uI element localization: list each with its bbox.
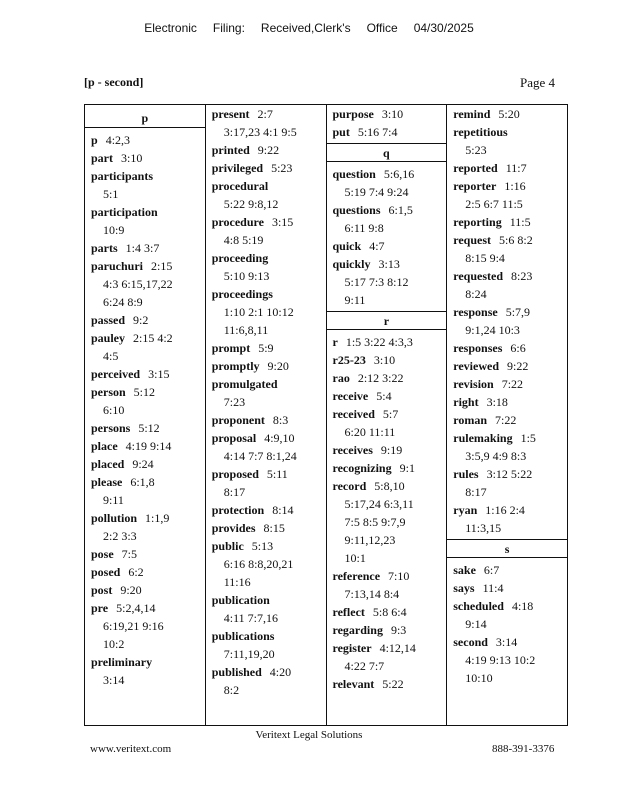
entry-refs: 5:16 7:4 bbox=[357, 125, 398, 139]
entry-term: quickly bbox=[332, 257, 371, 271]
header-part: Office bbox=[366, 21, 398, 35]
entry-term: sake bbox=[453, 563, 476, 577]
entry-refs: 2:7 bbox=[257, 107, 273, 121]
entry-refs: 1:5 3:22 4:3,3 bbox=[345, 335, 413, 349]
index-entry bbox=[85, 365, 205, 383]
entry-term: regarding bbox=[332, 623, 383, 637]
entry-refs: 8:17 bbox=[223, 485, 246, 499]
entry-term: perceived bbox=[91, 367, 141, 381]
index-entry bbox=[327, 255, 447, 309]
entry-term: second bbox=[453, 635, 488, 649]
index-entry bbox=[206, 105, 326, 141]
entry-term: repetitious bbox=[453, 125, 508, 139]
letter-heading: s bbox=[447, 539, 567, 558]
page-number-label: Page 4 bbox=[520, 75, 556, 90]
entry-refs: 4:5 bbox=[103, 349, 119, 363]
entry-refs: 9:2 bbox=[133, 313, 149, 327]
entry-refs: 3:15 bbox=[271, 215, 294, 229]
index-entry bbox=[85, 131, 205, 149]
index-entry bbox=[85, 653, 205, 689]
entry-refs: 8:2 bbox=[223, 683, 240, 697]
entry-refs: 9:1,24 10:3 bbox=[465, 323, 520, 337]
entry-term: rulemaking bbox=[453, 431, 513, 445]
entry-term: questions bbox=[332, 203, 381, 217]
entry-refs: 5:7 bbox=[382, 407, 399, 421]
index-entry bbox=[447, 375, 567, 393]
index-entry bbox=[327, 621, 447, 639]
entry-refs: 5:4 bbox=[376, 389, 392, 403]
entry-term: persons bbox=[91, 421, 131, 435]
index-entry bbox=[206, 357, 326, 375]
entry-refs: 1:16 bbox=[504, 179, 526, 193]
entry-refs: 4:11 7:7,16 bbox=[223, 611, 278, 625]
index-entry bbox=[447, 231, 567, 267]
index-entry bbox=[447, 159, 567, 177]
entry-term: participants bbox=[91, 169, 154, 183]
entry-term: receive bbox=[332, 389, 369, 403]
entry-term: receives bbox=[332, 443, 373, 457]
entry-refs: 5:20 bbox=[498, 107, 520, 121]
entry-term: r bbox=[332, 335, 338, 349]
entry-refs: 3:10 bbox=[381, 107, 404, 121]
index-entry bbox=[85, 599, 205, 653]
entry-term: proposal bbox=[211, 431, 257, 445]
entry-refs: 11:4 bbox=[482, 581, 504, 595]
entry-refs: 1:1,9 bbox=[145, 511, 170, 525]
index-entry bbox=[206, 249, 326, 285]
entry-term: question bbox=[332, 167, 376, 181]
index-entry bbox=[447, 501, 567, 537]
entry-refs: 4:14 7:7 8:1,24 bbox=[223, 449, 297, 463]
entry-refs: 11:3,15 bbox=[465, 521, 502, 535]
index-entry bbox=[327, 603, 447, 621]
entry-term: paruchuri bbox=[91, 259, 144, 273]
filing-header bbox=[0, 21, 618, 35]
entry-refs: 1:4 3:7 bbox=[125, 241, 160, 255]
entry-refs: 5:8 6:4 bbox=[372, 605, 407, 619]
index-entry bbox=[327, 639, 447, 675]
entry-refs: 7:11,19,20 bbox=[223, 647, 275, 661]
entry-refs: 11:5 bbox=[509, 215, 531, 229]
entry-term: public bbox=[211, 539, 244, 553]
entry-refs: 5:12 bbox=[133, 385, 156, 399]
index-entry bbox=[206, 519, 326, 537]
entry-refs: 3:14 bbox=[103, 673, 125, 687]
letter-heading: p bbox=[85, 109, 205, 128]
index-entry bbox=[327, 123, 447, 141]
index-entry bbox=[206, 465, 326, 501]
entry-term: publication bbox=[211, 593, 270, 607]
entry-term: reporter bbox=[453, 179, 497, 193]
entry-refs: 9:14 bbox=[465, 617, 487, 631]
entry-refs: 5:12 bbox=[138, 421, 160, 435]
entry-refs: 5:11 bbox=[266, 467, 288, 481]
entry-refs: 4:20 bbox=[269, 665, 292, 679]
entry-refs: 9:22 bbox=[507, 359, 529, 373]
entry-refs: 9:11 bbox=[103, 493, 124, 507]
index-entry bbox=[447, 339, 567, 357]
index-entry bbox=[85, 203, 205, 239]
entry-term: put bbox=[332, 125, 350, 139]
entry-refs: 2:2 3:3 bbox=[103, 529, 137, 543]
index-entry bbox=[327, 105, 447, 123]
entry-term: preliminary bbox=[91, 655, 153, 669]
entry-term: procedure bbox=[211, 215, 264, 229]
entry-refs: 1:5 bbox=[520, 431, 536, 445]
entry-refs: 5:23 bbox=[465, 143, 487, 157]
index-entry bbox=[447, 213, 567, 231]
entry-refs: 4:19 9:14 bbox=[125, 439, 172, 453]
index-entry bbox=[206, 339, 326, 357]
index-entry bbox=[206, 285, 326, 339]
entry-term: says bbox=[453, 581, 475, 595]
entry-term: proposed bbox=[211, 467, 259, 481]
index-range-label: [p - second] bbox=[84, 75, 144, 89]
entry-refs: 8:23 bbox=[511, 269, 533, 283]
entry-term: scheduled bbox=[453, 599, 504, 613]
entry-term: passed bbox=[91, 313, 126, 327]
entry-refs: 7:23 bbox=[223, 395, 246, 409]
entry-refs: 6:11 9:8 bbox=[344, 221, 384, 235]
index-entry bbox=[447, 633, 567, 687]
entry-refs: 9:11 bbox=[344, 293, 366, 307]
entry-refs: 9:20 bbox=[267, 359, 289, 373]
entry-refs: 9:11,12,23 bbox=[344, 533, 396, 547]
entry-term: printed bbox=[211, 143, 250, 157]
index-entry bbox=[85, 437, 205, 455]
index-entry bbox=[206, 213, 326, 249]
index-entry bbox=[327, 459, 447, 477]
entry-refs: 5:17 7:3 8:12 bbox=[344, 275, 409, 289]
index-entry bbox=[206, 501, 326, 519]
index-entry bbox=[85, 311, 205, 329]
entry-term: roman bbox=[453, 413, 488, 427]
entry-term: proponent bbox=[211, 413, 265, 427]
entry-term: remind bbox=[453, 107, 491, 121]
entry-refs: 7:5 8:5 9:7,9 bbox=[344, 515, 406, 529]
index-entry bbox=[206, 177, 326, 213]
entry-refs: 5:13 bbox=[251, 539, 274, 553]
entry-term: right bbox=[453, 395, 479, 409]
index-entry bbox=[447, 597, 567, 633]
entry-refs: 2:12 3:22 bbox=[357, 371, 404, 385]
index-column bbox=[327, 105, 448, 725]
index-entry bbox=[447, 123, 567, 159]
entry-refs: 3:10 bbox=[373, 353, 396, 367]
index-entry bbox=[327, 237, 447, 255]
index-entry bbox=[327, 441, 447, 459]
index-entry bbox=[327, 351, 447, 369]
header-part: Electronic bbox=[144, 21, 197, 35]
entry-refs: 6:10 bbox=[103, 403, 125, 417]
entry-refs: 8:15 bbox=[263, 521, 285, 535]
entry-term: procedural bbox=[211, 179, 269, 193]
entry-refs: 6:2 bbox=[128, 565, 144, 579]
footer-website: www.veritext.com bbox=[90, 743, 172, 755]
entry-term: recognizing bbox=[332, 461, 392, 475]
entry-refs: 7:5 bbox=[121, 547, 138, 561]
entry-refs: 7:10 bbox=[388, 569, 410, 583]
index-entry bbox=[447, 429, 567, 465]
entry-refs: 5:9 bbox=[258, 341, 274, 355]
entry-term: relevant bbox=[332, 677, 375, 691]
entry-term: request bbox=[453, 233, 492, 247]
entry-refs: 3:13 bbox=[378, 257, 400, 271]
letter-heading: q bbox=[327, 143, 447, 162]
entry-term: r25-23 bbox=[332, 353, 366, 367]
entry-refs: 8:24 bbox=[465, 287, 487, 301]
entry-term: quick bbox=[332, 239, 362, 253]
entry-refs: 4:19 9:13 10:2 bbox=[465, 653, 536, 667]
entry-term: publications bbox=[211, 629, 275, 643]
entry-term: provides bbox=[211, 521, 256, 535]
index-entry bbox=[85, 383, 205, 419]
index-entry bbox=[327, 333, 447, 351]
index-entry bbox=[206, 663, 326, 699]
entry-term: placed bbox=[91, 457, 125, 471]
index-entry bbox=[327, 369, 447, 387]
index-entry bbox=[447, 465, 567, 501]
index-entry bbox=[206, 159, 326, 177]
entry-refs: 6:16 8:8,20,21 bbox=[223, 557, 294, 571]
entry-refs: 5:6,16 bbox=[383, 167, 415, 181]
entry-term: present bbox=[211, 107, 250, 121]
index-entry bbox=[447, 357, 567, 375]
index-entry bbox=[206, 429, 326, 465]
entry-refs: 5:22 bbox=[382, 677, 404, 691]
entry-term: pre bbox=[91, 601, 109, 615]
entry-term: response bbox=[453, 305, 498, 319]
index-entry bbox=[327, 387, 447, 405]
entry-refs: 11:6,8,11 bbox=[223, 323, 269, 337]
entry-term: reflect bbox=[332, 605, 365, 619]
entry-refs: 7:22 bbox=[495, 413, 517, 427]
index-entry bbox=[85, 545, 205, 563]
entry-term: requested bbox=[453, 269, 504, 283]
entry-term: proceeding bbox=[211, 251, 269, 265]
index-entry bbox=[85, 257, 205, 311]
entry-term: participation bbox=[91, 205, 158, 219]
entry-refs: 3:15 bbox=[148, 367, 170, 381]
index-entry bbox=[85, 329, 205, 365]
entry-refs: 6:6 bbox=[510, 341, 526, 355]
index-entry bbox=[85, 509, 205, 545]
index-entry bbox=[447, 411, 567, 429]
entry-term: reporting bbox=[453, 215, 502, 229]
index-entry bbox=[206, 627, 326, 663]
index-entry bbox=[327, 405, 447, 441]
index-entry bbox=[327, 477, 447, 567]
entry-refs: 3:14 bbox=[495, 635, 518, 649]
header-part: Filing: bbox=[212, 21, 245, 35]
index-entry bbox=[85, 455, 205, 473]
index-entry bbox=[206, 411, 326, 429]
entry-term: parts bbox=[91, 241, 118, 255]
entry-term: record bbox=[332, 479, 367, 493]
entry-term: proceedings bbox=[211, 287, 273, 301]
footer-phone: 888-391-3376 bbox=[492, 743, 555, 755]
entry-refs: 9:22 bbox=[257, 143, 280, 157]
index-entry bbox=[85, 167, 205, 203]
entry-term: promptly bbox=[211, 359, 260, 373]
entry-refs: 4:3 6:15,17,22 bbox=[103, 277, 173, 291]
entry-term: posed bbox=[91, 565, 121, 579]
entry-refs: 4:7 bbox=[369, 239, 385, 253]
index-entry bbox=[206, 591, 326, 627]
entry-term: reviewed bbox=[453, 359, 500, 373]
entry-refs: 8:15 9:4 bbox=[465, 251, 505, 265]
entry-term: published bbox=[211, 665, 262, 679]
index-entry bbox=[447, 393, 567, 411]
entry-term: please bbox=[91, 475, 123, 489]
index-entry bbox=[85, 419, 205, 437]
header-part: 04/30/2025 bbox=[413, 21, 474, 35]
entry-refs: 4:22 7:7 bbox=[344, 659, 385, 673]
entry-refs: 10:10 bbox=[465, 671, 493, 685]
header-part: Received,Clerk's bbox=[260, 21, 351, 35]
entry-refs: 8:14 bbox=[272, 503, 294, 517]
index-entry bbox=[206, 141, 326, 159]
entry-term: post bbox=[91, 583, 113, 597]
entry-term: protection bbox=[211, 503, 265, 517]
entry-refs: 3:10 bbox=[121, 151, 143, 165]
entry-refs: 5:1 bbox=[103, 187, 119, 201]
entry-refs: 5:17,24 6:3,11 bbox=[344, 497, 414, 511]
entry-refs: 9:1 bbox=[399, 461, 415, 475]
entry-refs: 9:20 bbox=[120, 583, 142, 597]
entry-refs: 8:17 bbox=[465, 485, 487, 499]
entry-term: received bbox=[332, 407, 375, 421]
index-entry bbox=[327, 165, 447, 201]
entry-term: register bbox=[332, 641, 372, 655]
entry-term: pose bbox=[91, 547, 114, 561]
index-entry bbox=[85, 239, 205, 257]
index-entry bbox=[327, 567, 447, 603]
entry-refs: 4:9,10 bbox=[264, 431, 295, 445]
entry-refs: 6:1,5 bbox=[388, 203, 413, 217]
entry-refs: 6:7 bbox=[483, 563, 500, 577]
entry-term: place bbox=[91, 439, 118, 453]
entry-refs: 4:8 5:19 bbox=[223, 233, 264, 247]
entry-refs: 11:16 bbox=[223, 575, 251, 589]
index-entry bbox=[447, 177, 567, 213]
index-entry bbox=[447, 561, 567, 579]
index-column bbox=[206, 105, 327, 725]
entry-refs: 10:2 bbox=[103, 637, 125, 651]
entry-refs: 5:7,9 bbox=[505, 305, 531, 319]
index-entry bbox=[447, 105, 567, 123]
entry-term: pauley bbox=[91, 331, 126, 345]
index-entry bbox=[447, 267, 567, 303]
entry-refs: 5:6 8:2 bbox=[499, 233, 533, 247]
entry-refs: 1:16 2:4 bbox=[485, 503, 525, 517]
entry-term: person bbox=[91, 385, 126, 399]
entry-term: rules bbox=[453, 467, 479, 481]
entry-refs: 11:7 bbox=[505, 161, 527, 175]
entry-term: revision bbox=[453, 377, 494, 391]
entry-term: part bbox=[91, 151, 113, 165]
entry-refs: 7:22 bbox=[501, 377, 524, 391]
entry-refs: 5:8,10 bbox=[374, 479, 405, 493]
entry-refs: 6:19,21 9:16 bbox=[103, 619, 164, 633]
entry-refs: 3:17,23 4:1 9:5 bbox=[223, 125, 297, 139]
entry-refs: 5:19 7:4 9:24 bbox=[344, 185, 409, 199]
entry-term: purpose bbox=[332, 107, 374, 121]
entry-term: pollution bbox=[91, 511, 138, 525]
entry-term: prompt bbox=[211, 341, 251, 355]
entry-refs: 7:13,14 8:4 bbox=[344, 587, 400, 601]
index-entry bbox=[206, 537, 326, 591]
entry-term: ryan bbox=[453, 503, 478, 517]
entry-refs: 9:3 bbox=[390, 623, 407, 637]
index-column bbox=[85, 105, 206, 725]
entry-refs: 6:24 8:9 bbox=[103, 295, 143, 309]
footer-company: Veritext Legal Solutions bbox=[255, 729, 363, 741]
entry-refs: 4:12,14 bbox=[379, 641, 416, 655]
entry-term: reference bbox=[332, 569, 381, 583]
entry-refs: 6:20 11:11 bbox=[344, 425, 396, 439]
entry-term: rao bbox=[332, 371, 350, 385]
entry-refs: 4:18 bbox=[511, 599, 534, 613]
index-entry bbox=[327, 675, 447, 693]
entry-refs: 3:18 bbox=[486, 395, 508, 409]
entry-refs: 3:12 5:22 bbox=[486, 467, 533, 481]
index-entry bbox=[206, 375, 326, 411]
entry-refs: 5:10 9:13 bbox=[223, 269, 270, 283]
word-index-table bbox=[84, 104, 568, 726]
entry-refs: 3:5,9 4:9 8:3 bbox=[465, 449, 527, 463]
entry-refs: 2:5 6:7 11:5 bbox=[465, 197, 523, 211]
index-entry bbox=[85, 563, 205, 581]
entry-refs: 9:19 bbox=[380, 443, 403, 457]
index-entry bbox=[447, 579, 567, 597]
entry-term: responses bbox=[453, 341, 503, 355]
entry-refs: 10:9 bbox=[103, 223, 125, 237]
index-entry bbox=[447, 303, 567, 339]
entry-term: p bbox=[91, 133, 98, 147]
entry-term: promulgated bbox=[211, 377, 278, 391]
entry-term: reported bbox=[453, 161, 498, 175]
entry-refs: 6:1,8 bbox=[130, 475, 155, 489]
letter-heading: r bbox=[327, 311, 447, 330]
entry-refs: 2:15 bbox=[151, 259, 173, 273]
entry-refs: 9:24 bbox=[132, 457, 154, 471]
index-column bbox=[447, 105, 567, 725]
entry-refs: 4:2,3 bbox=[105, 133, 131, 147]
entry-refs: 10:1 bbox=[344, 551, 366, 565]
index-entry bbox=[85, 581, 205, 599]
entry-refs: 2:15 4:2 bbox=[133, 331, 173, 345]
index-entry bbox=[327, 201, 447, 237]
index-entry bbox=[85, 149, 205, 167]
entry-refs: 1:10 2:1 10:12 bbox=[223, 305, 294, 319]
entry-refs: 5:2,4,14 bbox=[116, 601, 156, 615]
entry-refs: 5:23 bbox=[271, 161, 293, 175]
entry-refs: 5:22 9:8,12 bbox=[223, 197, 279, 211]
entry-term: privileged bbox=[211, 161, 264, 175]
entry-refs: 8:3 bbox=[272, 413, 289, 427]
index-entry bbox=[85, 473, 205, 509]
